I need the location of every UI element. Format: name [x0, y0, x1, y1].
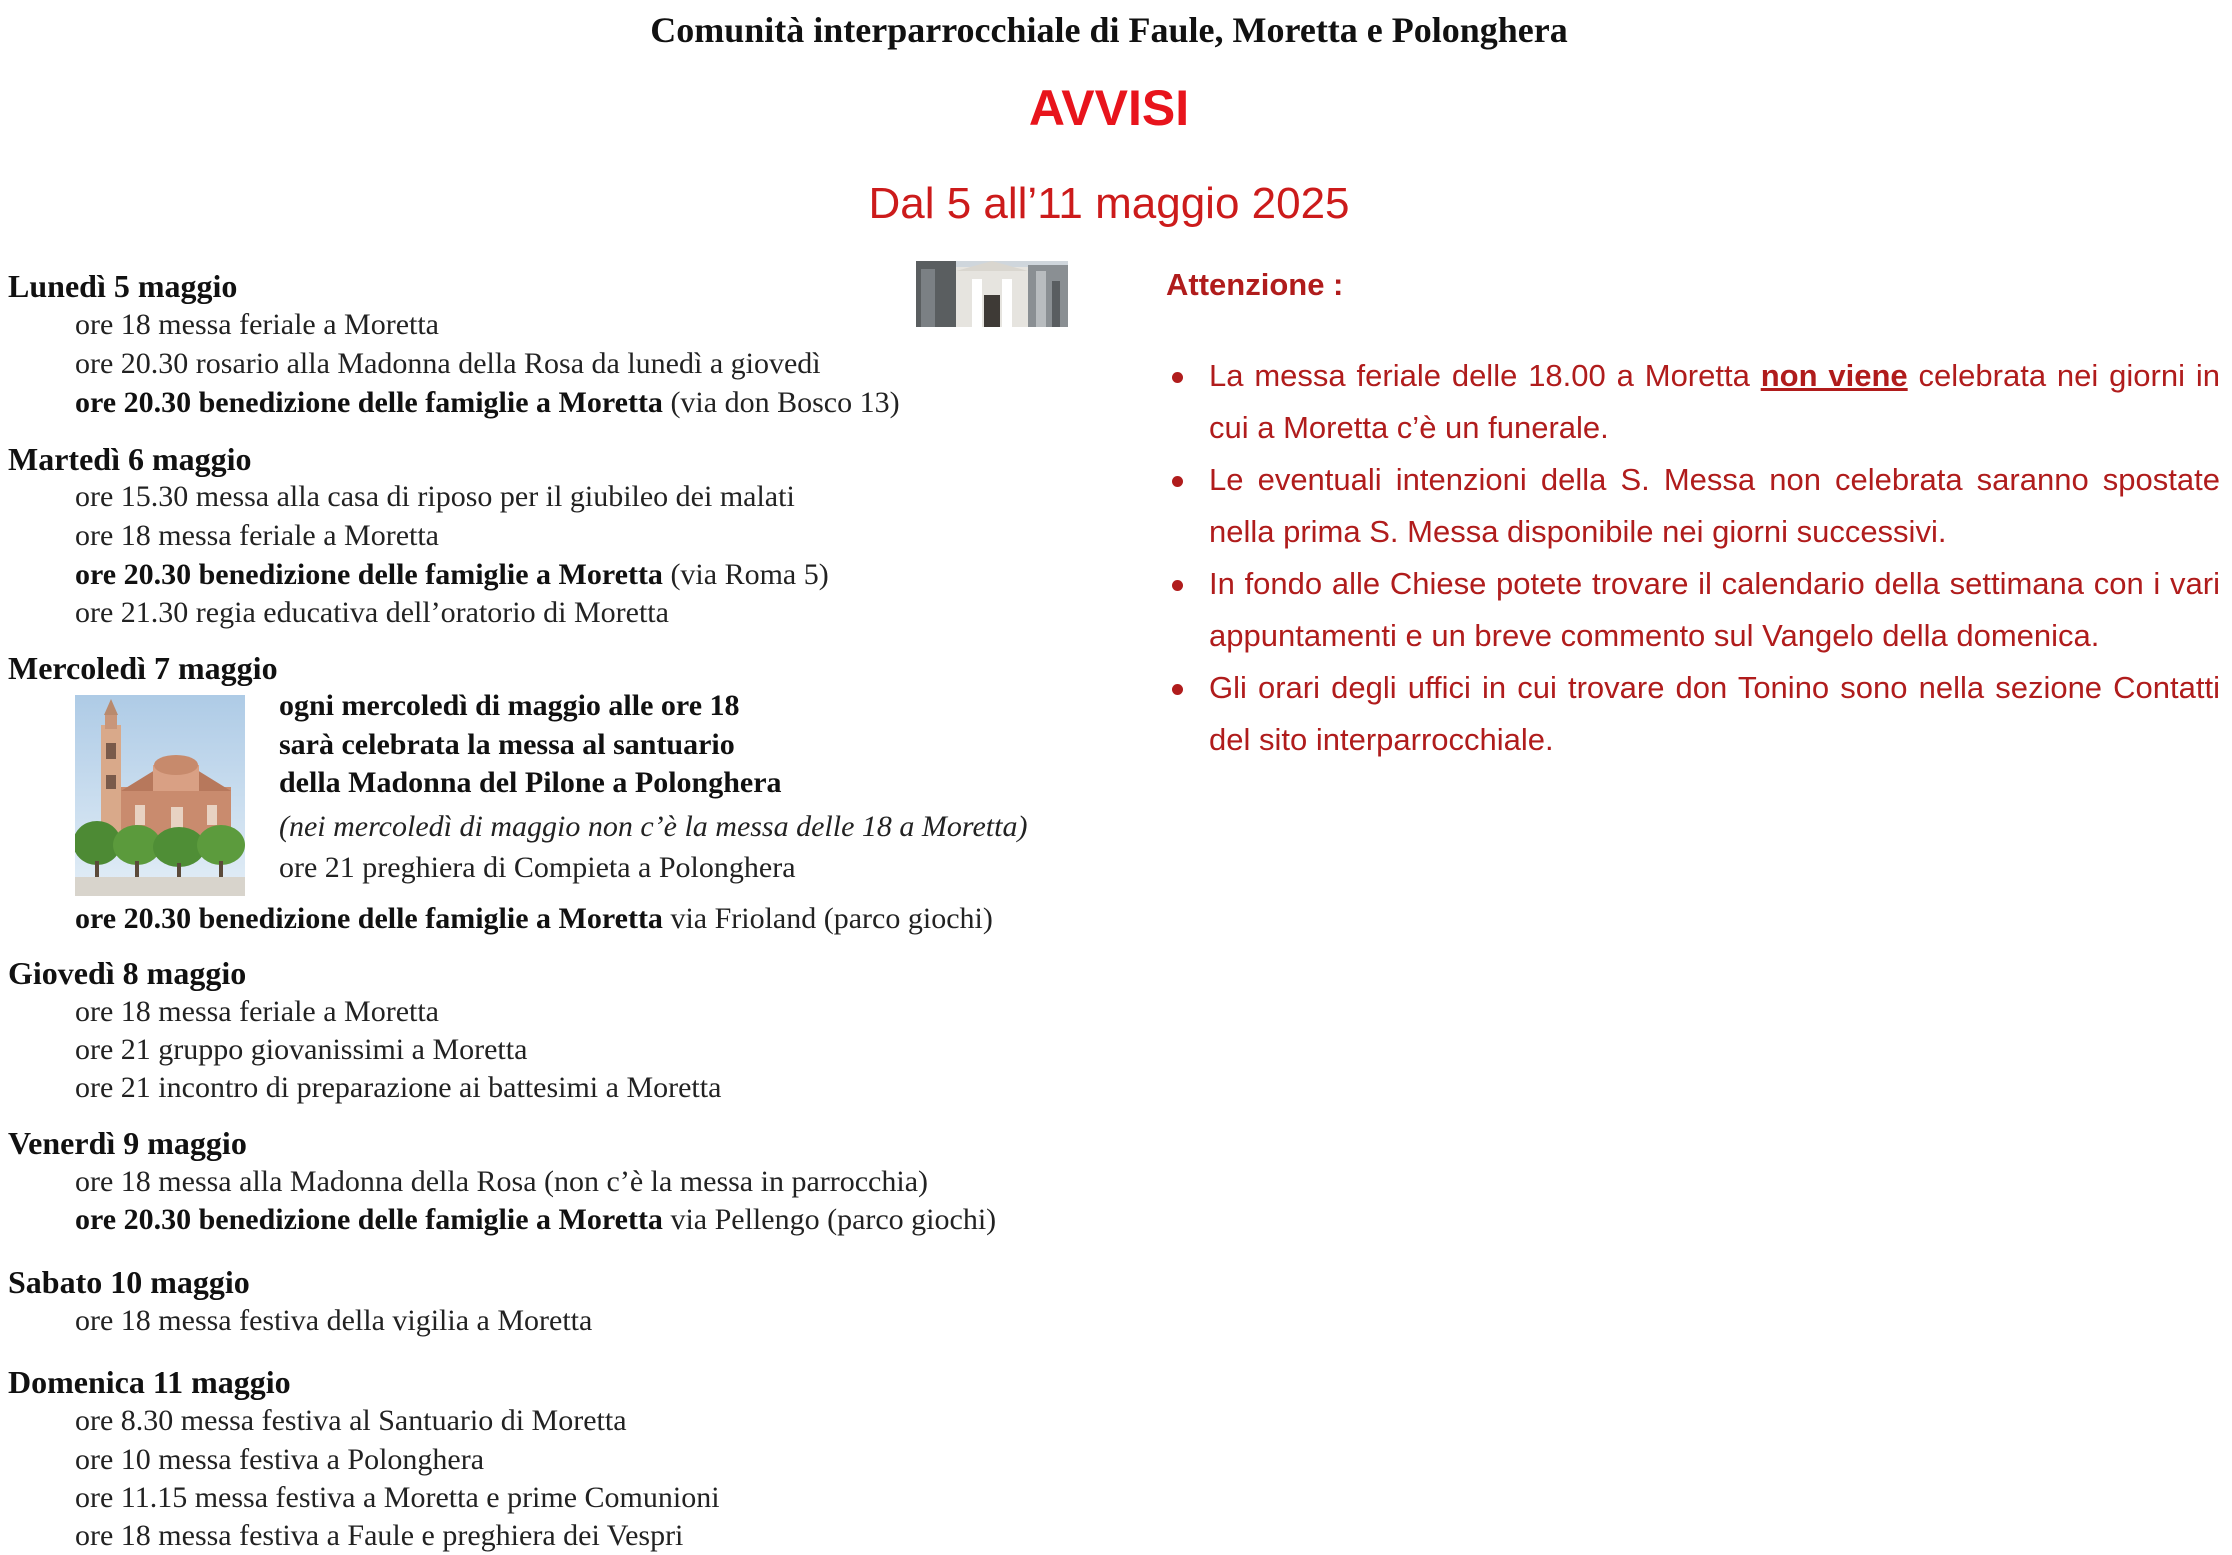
blessing-text: ore 20.30 benedizione delle famiglie a Moretta	[75, 902, 663, 935]
schedule-line: (nei mercoledì di maggio non c’è la messa delle 18 a Moretta)	[279, 810, 1028, 843]
schedule-line: ore 21 gruppo giovanissimi a Moretta	[75, 1033, 528, 1066]
schedule-line: ore 8.30 messa festiva al Santuario di Moretta	[75, 1404, 627, 1437]
church-facade-photo	[916, 261, 1068, 327]
note-item	[1166, 454, 2220, 558]
schedule-line: ore 21 incontro di preparazione ai battesimi a Moretta	[75, 1071, 722, 1104]
day-title-tuesday: Martedì 6 maggio	[8, 441, 252, 477]
note-text: celebrata nei giorni in cui a Moretta c’è un funerale.	[1209, 358, 2220, 445]
bullet-icon	[1172, 372, 1183, 383]
day-title-saturday: Sabato 10 maggio	[8, 1264, 250, 1300]
schedule-line	[75, 1201, 996, 1239]
schedule-line: ore 18 messa feriale a Moretta	[75, 995, 439, 1028]
schedule-line	[279, 764, 782, 802]
schedule-line: ore 21.30 regia educativa dell’oratorio di Moretta	[75, 596, 669, 629]
notes-list	[1166, 350, 2220, 766]
sanctuary-photo	[75, 695, 245, 896]
attention-title: Attenzione :	[1166, 267, 1344, 302]
note-item	[1166, 662, 2220, 766]
schedule-line: ore 10 messa festiva a Polonghera	[75, 1443, 485, 1476]
day-title-sunday: Domenica 11 maggio	[8, 1364, 291, 1400]
blessing-text: ore 20.30 benedizione delle famiglie a Moretta	[75, 386, 663, 419]
schedule-line	[279, 726, 735, 764]
wednesday-mass-text: della Madonna del Pilone a Polonghera	[279, 766, 782, 799]
schedule-line: ore 21 preghiera di Compieta a Polonghera	[279, 851, 796, 884]
schedule-line: ore 18 messa feriale a Moretta	[75, 519, 439, 552]
schedule-line: ore 18 messa alla Madonna della Rosa (non c’è la messa in parrocchia)	[75, 1165, 929, 1198]
blessing-text: ore 20.30 benedizione delle famiglie a Moretta	[75, 558, 663, 591]
schedule-line	[75, 900, 993, 938]
schedule-line: ore 20.30 rosario alla Madonna della Rosa da lunedì a giovedì	[75, 347, 821, 380]
date-range: Dal 5 all’11 maggio 2025	[868, 179, 1350, 228]
avvisi-heading: AVVISI	[1028, 80, 1190, 136]
day-title-monday: Lunedì 5 maggio	[8, 268, 238, 304]
schedule-line	[75, 384, 900, 422]
note-item	[1166, 350, 2220, 454]
note-text: Le eventuali intenzioni della S. Messa non celebrata saranno spostate nella prima S. Messa disponibile nei giorni successivi.	[1209, 462, 2220, 549]
bullet-icon	[1172, 684, 1183, 695]
schedule-line: ore 18 messa festiva a Faule e preghiera dei Vespri	[75, 1519, 684, 1552]
blessing-location: via Frioland (parco giochi)	[662, 902, 993, 935]
community-title: Comunità interparrocchiale di Faule, Moretta e Polonghera	[650, 10, 1568, 50]
note-text: La messa feriale delle 18.00 a Moretta	[1209, 358, 1761, 393]
blessing-location: (via Roma 5)	[662, 558, 829, 591]
note-emphasis: non viene	[1760, 358, 1908, 393]
schedule-line: ore 18 messa feriale a Moretta	[75, 308, 439, 341]
schedule-line: ore 18 messa festiva della vigilia a Moretta	[75, 1304, 593, 1337]
bullet-icon	[1172, 476, 1183, 487]
day-title-wednesday: Mercoledì 7 maggio	[8, 650, 278, 686]
blessing-location: via Pellengo (parco giochi)	[662, 1203, 997, 1236]
day-title-thursday: Giovedì 8 maggio	[8, 955, 247, 991]
note-item	[1166, 558, 2220, 662]
blessing-text: ore 20.30 benedizione delle famiglie a Moretta	[75, 1203, 663, 1236]
schedule-line: ore 11.15 messa festiva a Moretta e prime Comunioni	[75, 1481, 720, 1514]
schedule-line	[279, 687, 740, 725]
wednesday-mass-text: sarà celebrata la messa al santuario	[279, 728, 735, 761]
day-title-friday: Venerdì 9 maggio	[8, 1125, 247, 1161]
note-text: Gli orari degli uffici in cui trovare don Tonino sono nella sezione Contatti del sito interparrocchiale.	[1209, 670, 2220, 757]
note-text: In fondo alle Chiese potete trovare il calendario della settimana con i vari appuntamenti e un breve commento sul Vangelo della domenica.	[1209, 566, 2220, 653]
blessing-location: (via don Bosco 13)	[662, 386, 900, 419]
wednesday-mass-text: ogni mercoledì di maggio alle ore 18	[279, 689, 740, 722]
bullet-icon	[1172, 580, 1183, 591]
schedule-line	[75, 556, 829, 594]
schedule-line: ore 15.30 messa alla casa di riposo per il giubileo dei malati	[75, 480, 795, 513]
